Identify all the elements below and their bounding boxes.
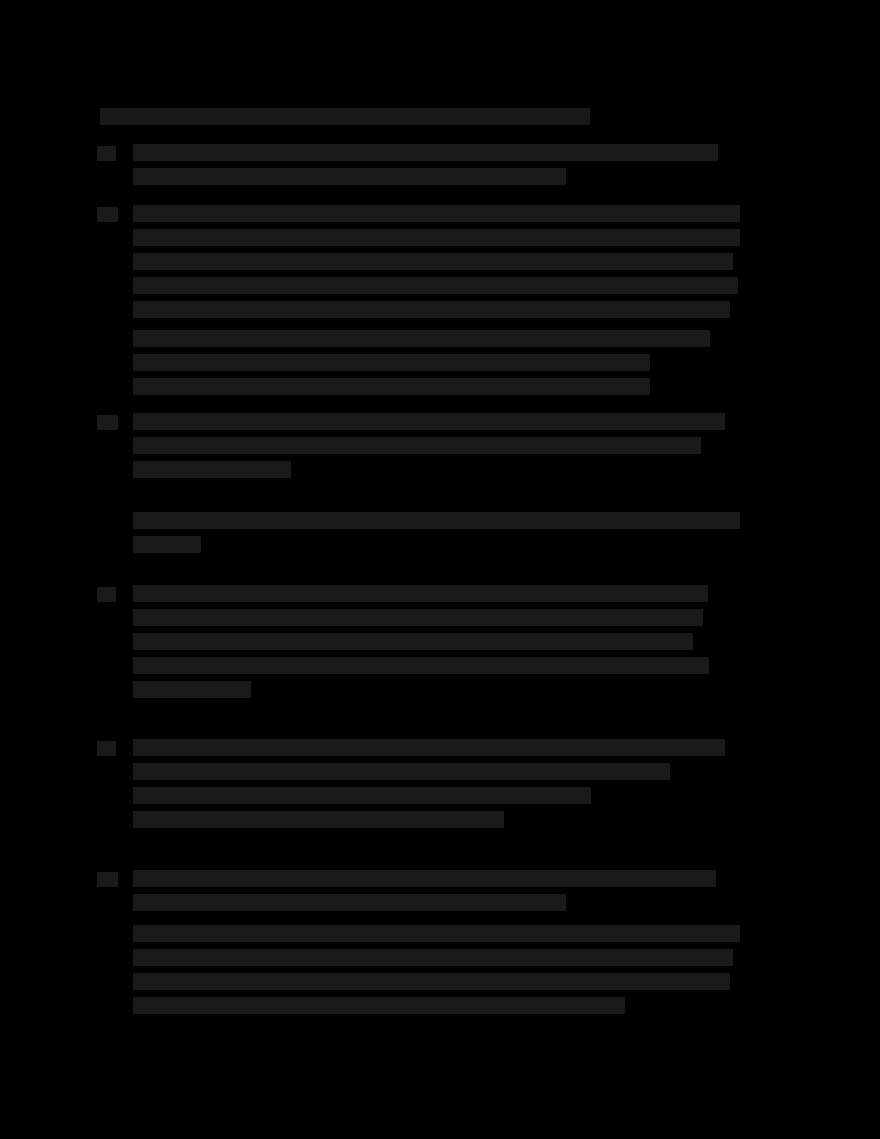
text-line [133,870,716,887]
list-item-marker [97,741,116,756]
text-line [133,949,733,966]
text-line [133,811,504,828]
text-line [133,739,725,756]
text-line [133,585,708,602]
list-item-marker [97,872,118,887]
text-line [133,413,725,430]
text-line [133,787,591,804]
document-heading [100,108,590,125]
text-line [133,633,693,650]
text-line [133,973,730,990]
list-item-marker [97,587,116,602]
text-line [133,894,566,911]
list-item-marker [97,207,118,222]
text-line [133,330,710,347]
text-line [133,205,740,222]
text-line [133,301,730,318]
text-line [133,461,291,478]
text-line [133,437,701,454]
text-line [133,354,650,371]
text-line [133,925,740,942]
text-line [133,763,670,780]
text-line [133,997,625,1014]
text-line [133,253,733,270]
text-line [133,657,709,674]
text-line [133,536,201,553]
text-line [133,512,740,529]
list-item-marker [97,146,116,161]
text-line [133,609,703,626]
text-line [133,681,251,698]
text-line [133,378,650,395]
text-line [133,144,718,161]
text-line [133,229,740,246]
list-item-marker [97,415,118,430]
text-line [133,277,738,294]
text-line [133,168,566,185]
